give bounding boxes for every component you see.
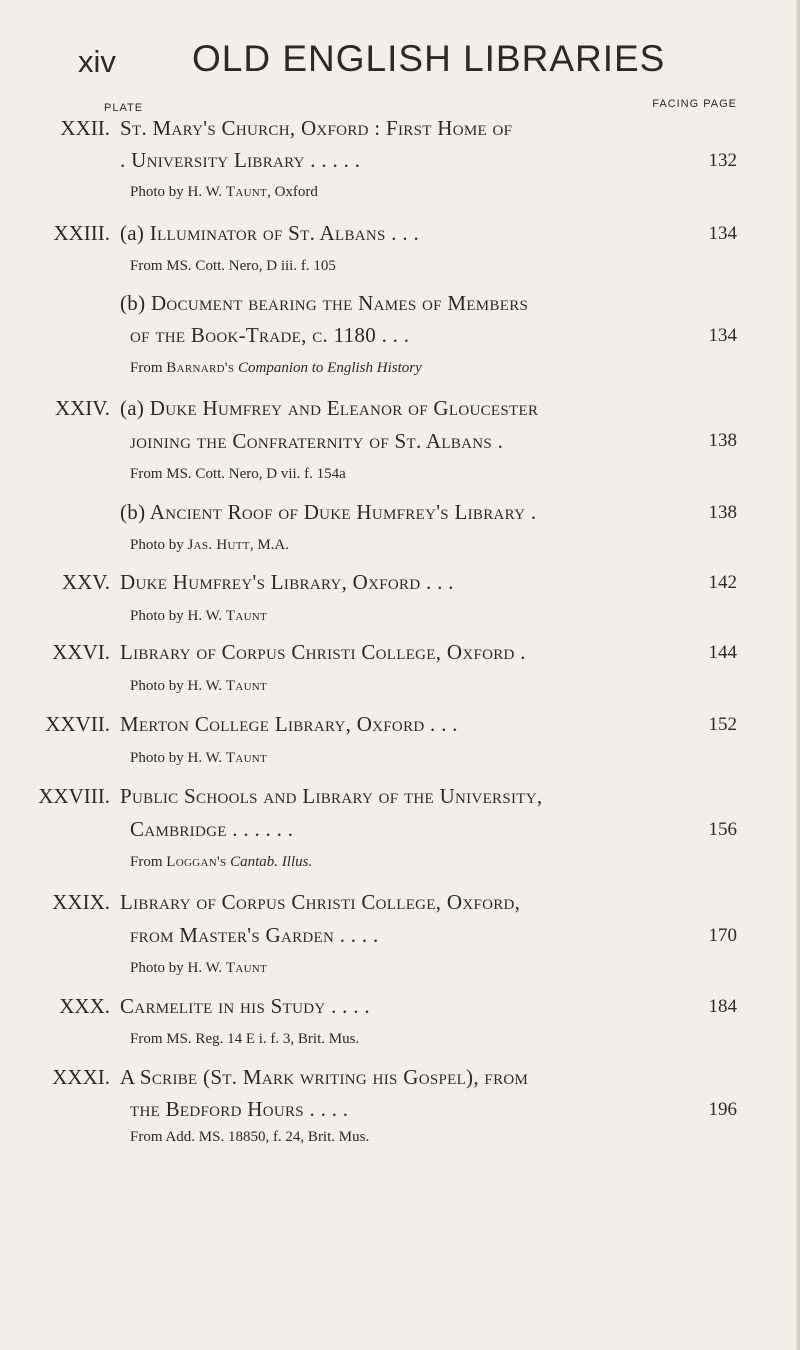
plate-title-line: Merton College Library, Oxford . . . [120,712,458,736]
plate-title-line: Library of Corpus Christi College, Oxford . [120,640,526,664]
plate-source: Photo by H. W. Taunt [130,608,268,624]
plate-title-line: St. Mary's Church, Oxford : First Home of [120,116,513,140]
facing-page-number: 134 [708,223,737,244]
plate-title-line: (a) Duke Humfrey and Eleanor of Gloucester [120,396,539,420]
plate-title-line: Duke Humfrey's Library, Oxford . . . [120,570,454,594]
plate-title-line: (b) Document bearing the Names of Members [120,291,529,315]
plate-title-line: Cambridge . . . . . . [130,817,294,841]
plate-title-line: (b) Ancient Roof of Duke Humfrey's Library . [120,500,537,524]
facing-page-number: 152 [708,714,737,735]
plate-numeral: XXIII. [53,221,110,245]
plate-source: Photo by H. W. Taunt [130,678,268,694]
plate-source: From Barnard's Companion to English History [130,360,422,376]
plate-source: From Add. MS. 18850, f. 24, Brit. Mus. [130,1129,370,1145]
plate-source: From MS. Cott. Nero, D iii. f. 105 [130,258,336,274]
column-heading-facing-page: FACING PAGE [652,98,737,110]
facing-page-number: 184 [708,996,737,1017]
plate-title-line: the Bedford Hours . . . . [130,1097,349,1121]
plate-title-line: Carmelite in his Study . . . . [120,994,370,1018]
plate-title-line: from Master's Garden . . . . [130,923,379,947]
plate-title-line: Public Schools and Library of the University, [120,784,543,808]
facing-page-number: 138 [708,430,737,451]
plate-title-line: Library of Corpus Christi College, Oxford, [120,890,521,914]
running-title: OLD ENGLISH LIBRARIES [192,38,666,79]
facing-page-number: 196 [708,1099,737,1120]
plate-numeral: XXVI. [52,640,110,664]
plate-title-line: (a) Illuminator of St. Albans . . . [120,221,419,245]
plate-numeral: XXX. [59,994,110,1018]
facing-page-number: 138 [708,502,737,523]
facing-page-number: 144 [708,642,737,663]
plate-numeral: XXIV. [54,396,110,420]
plate-source: Photo by Jas. Hutt, M.A. [130,537,290,553]
plate-title-line: A Scribe (St. Mark writing his Gospel), from [120,1065,529,1089]
facing-page-number: 156 [708,819,737,840]
plate-source: Photo by H. W. Taunt, Oxford [130,184,318,200]
facing-page-number: 134 [708,325,737,346]
facing-page-number: 132 [708,150,737,171]
plate-numeral: XXVIII. [38,784,110,808]
plate-source: Photo by H. W. Taunt [130,750,268,766]
plate-title-line: of the Book-Trade, c. 1180 . . . [130,323,410,347]
column-heading-plate: PLATE [104,102,144,114]
plate-numeral: XXV. [61,570,110,594]
facing-page-number: 142 [708,572,737,593]
plate-source: From MS. Cott. Nero, D vii. f. 154a [130,466,346,482]
plate-numeral: XXII. [60,116,110,140]
plate-title-line: . University Library . . . . . [120,148,361,172]
plate-numeral: XXVII. [45,712,110,736]
plate-source: From Loggan's Cantab. Illus. [130,854,313,870]
plate-source: Photo by H. W. Taunt [130,960,268,976]
plate-numeral: XXXI. [52,1065,110,1089]
facing-page-number: 170 [708,925,737,946]
page-number: xiv [78,44,116,79]
plate-title-line: joining the Confraternity of St. Albans . [130,429,504,453]
plate-numeral: XXIX. [52,890,110,914]
plate-source: From MS. Reg. 14 E i. f. 3, Brit. Mus. [130,1031,360,1047]
